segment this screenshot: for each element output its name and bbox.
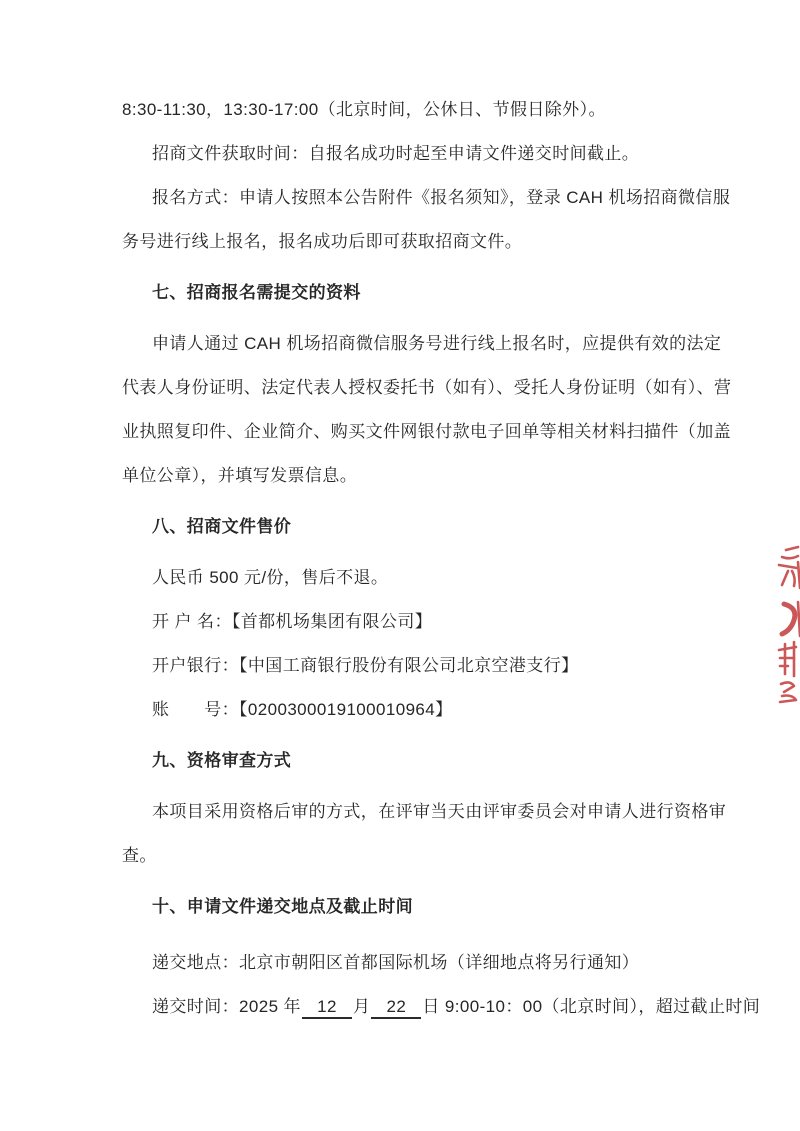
section-10-heading: 十、申请文件递交地点及截止时间 xyxy=(152,897,413,916)
red-seal-fragment-icon xyxy=(764,544,800,704)
intro-line-2: 招商文件获取时间：自报名成功时起至申请文件递交时间截止。 xyxy=(152,144,640,163)
submission-month-value: 12 xyxy=(302,997,352,1019)
submission-time-prefix: 递交时间：2025 年 xyxy=(152,997,301,1016)
submission-day-value: 22 xyxy=(371,997,421,1019)
section-9-heading: 九、资格审查方式 xyxy=(152,751,292,770)
section-7-body-line: 申请人通过 CAH 机场招商微信服务号进行线上报名时，应提供有效的法定 xyxy=(152,334,722,353)
section-7-heading: 七、招商报名需提交的资料 xyxy=(152,283,361,302)
intro-line-4: 务号进行线上报名，报名成功后即可获取招商文件。 xyxy=(122,232,523,251)
section-7-body-line: 单位公章），并填写发票信息。 xyxy=(122,466,358,485)
section-7-body-line: 代表人身份证明、法定代表人授权委托书（如有）、受托人身份证明（如有）、营 xyxy=(122,378,732,397)
section-7-body-line: 业执照复印件、企业简介、购买文件网银付款电子回单等相关材料扫描件（加盖 xyxy=(122,422,731,441)
submission-location-line: 递交地点：北京市朝阳区首都国际机场（详细地点将另行通知） xyxy=(152,953,640,972)
section-9-body-line: 本项目采用资格后审的方式，在评审当天由评审委员会对申请人进行资格审 xyxy=(152,802,727,821)
submission-time-line xyxy=(122,985,761,1029)
section-9-body-line: 查。 xyxy=(122,846,157,865)
account-name-line: 开 户 名：【首都机场集团有限公司】 xyxy=(152,612,433,631)
section-8-heading: 八、招商文件售价 xyxy=(152,517,292,536)
price-line: 人民币 500 元/份，售后不退。 xyxy=(152,568,389,587)
intro-line-3: 报名方式：申请人按照本公告附件《报名须知》，登录 CAH 机场招商微信服 xyxy=(152,188,731,207)
submission-month-label: 月 xyxy=(352,997,371,1016)
bank-line: 开户银行：【中国工商银行股份有限公司北京空港支行】 xyxy=(152,656,579,675)
intro-line-1: 8:30-11:30，13:30-17:00（北京时间，公休日、节假日除外）。 xyxy=(122,100,606,119)
submission-time-suffix: 日 9:00-10：00（北京时间），超过截止时间 xyxy=(422,997,761,1016)
account-number-line: 账 号：【0200300019100010964】 xyxy=(152,700,453,719)
